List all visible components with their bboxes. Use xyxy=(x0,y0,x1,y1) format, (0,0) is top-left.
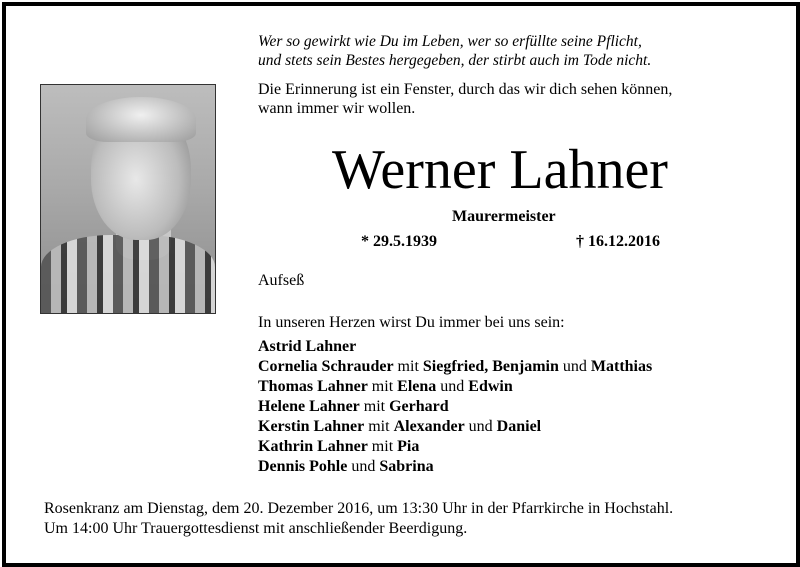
memorial-quote xyxy=(258,32,651,70)
mourner-name: Sabrina xyxy=(379,458,434,475)
mourner-name: Helene Lahner xyxy=(258,398,360,415)
mourner-line xyxy=(258,357,652,377)
connector-text: mit xyxy=(367,378,398,395)
mourner-name: Daniel xyxy=(496,418,542,435)
mourner-line xyxy=(258,437,652,457)
memory-line: wann immer wir wollen. xyxy=(258,100,416,117)
mourner-name: Matthias xyxy=(590,358,653,375)
mourner-line xyxy=(258,417,652,437)
mourners-intro: In unseren Herzen wirst Du immer bei uns sein: xyxy=(258,314,565,331)
profession: Maurermeister xyxy=(452,208,556,225)
service-info xyxy=(44,499,673,539)
mourner-name: Gerhard xyxy=(389,398,449,415)
deceased-name: Werner Lahner xyxy=(332,139,668,201)
connector-text: mit xyxy=(393,358,423,375)
place: Aufseß xyxy=(258,272,305,289)
mourner-name: Siegfried, Benjamin xyxy=(422,358,559,375)
memory-line: Die Erinnerung ist ein Fenster, durch das wir dich sehen können, xyxy=(258,81,673,98)
memory-quote xyxy=(258,80,672,118)
mourner-name: Kerstin Lahner xyxy=(258,418,365,435)
mourner-name: Dennis Pohle xyxy=(258,458,348,475)
mourner-name: Kathrin Lahner xyxy=(258,438,368,455)
death-date: † 16.12.2016 xyxy=(576,233,660,250)
birth-date: * 29.5.1939 xyxy=(361,233,437,250)
connector-text: und xyxy=(558,358,591,375)
quote-line: und stets sein Bestes hergegeben, der stirbt auch im Tode nicht. xyxy=(258,52,652,69)
mourner-line xyxy=(258,377,652,397)
mourner-line xyxy=(258,337,652,357)
mourners-list xyxy=(258,337,652,477)
mourner-name: Elena xyxy=(397,378,437,395)
connector-text: und xyxy=(436,378,469,395)
connector-text: mit xyxy=(359,398,390,415)
connector-text: mit xyxy=(367,438,398,455)
mourner-name: Alexander xyxy=(393,418,465,435)
connector-text: und xyxy=(347,458,380,475)
mourner-name: Astrid Lahner xyxy=(258,338,357,355)
quote-line: Wer so gewirkt wie Du im Leben, wer so erfüllte seine Pflicht, xyxy=(258,33,642,50)
service-line: Rosenkranz am Dienstag, dem 20. Dezember 2016, um 13:30 Uhr in der Pfarrkirche in Hochstahl. xyxy=(44,500,674,517)
portrait-photo xyxy=(40,84,216,314)
service-line: Um 14:00 Uhr Trauergottesdienst mit anschließender Beerdigung. xyxy=(44,520,468,537)
mourner-line xyxy=(258,397,652,417)
mourner-line xyxy=(258,457,652,477)
mourner-name: Edwin xyxy=(468,378,513,395)
mourner-name: Thomas Lahner xyxy=(258,378,368,395)
mourner-name: Pia xyxy=(397,438,420,455)
connector-text: und xyxy=(464,418,497,435)
connector-text: mit xyxy=(364,418,394,435)
mourner-name: Cornelia Schrauder xyxy=(258,358,394,375)
